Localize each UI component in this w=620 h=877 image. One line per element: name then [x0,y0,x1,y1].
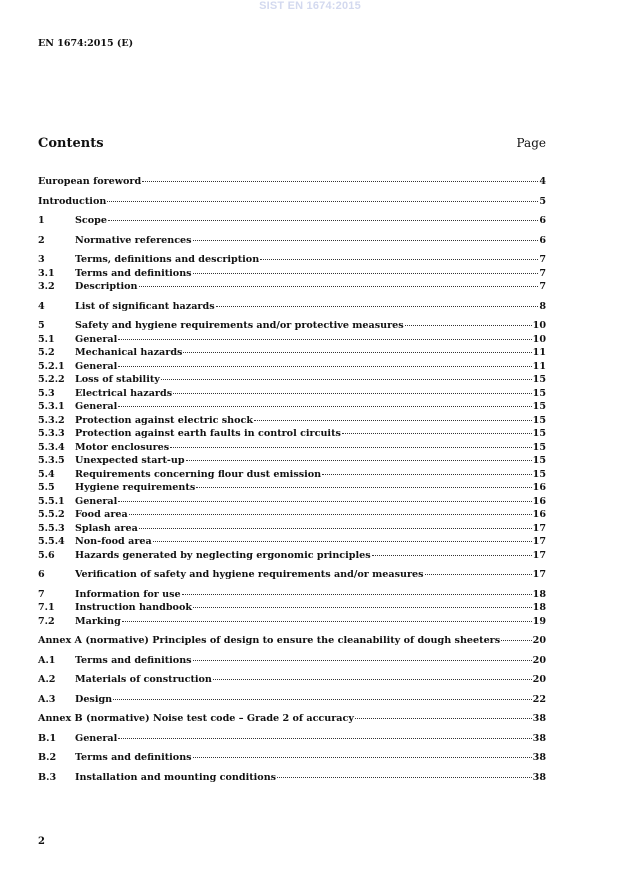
toc-entry[interactable] [38,509,546,523]
toc-entry[interactable] [38,733,546,747]
toc-entry[interactable] [38,215,546,229]
toc-entry-title: Installation and mounting conditions [75,771,277,783]
toc-entry-title: Loss of stability [75,374,160,385]
toc-entry-page: 4 [539,176,546,187]
toc-entry-title: Protection against electric shock [75,414,254,426]
toc-entry-number: 6 [38,569,45,580]
toc-entry-number: 5.5.1 [38,495,65,507]
toc-entry-page: 20 [532,635,546,646]
toc-entry-title: Requirements concerning flour dust emission [75,468,322,480]
toc-entry[interactable] [38,772,546,786]
toc-entry[interactable] [38,536,546,550]
toc-entry-title: Design [75,693,113,705]
watermark: SIST EN 1674:2015 [259,0,361,12]
toc-entry-title: Safety and hygiene requirements and/or protective measures [75,320,404,331]
toc-entry-page: 18 [532,588,546,600]
toc-entry-page: 7 [539,254,546,265]
toc-entry-title: Protection against earth faults in control circuits [75,428,341,439]
toc-entry-page: 10 [532,333,546,345]
toc-entry-number: 5.3.4 [38,441,65,453]
toc-entry[interactable] [38,602,546,616]
toc-entry[interactable] [38,523,546,537]
toc-entry-page: 15 [532,441,546,453]
toc-entry[interactable] [38,301,546,315]
toc-entry-number: A.1 [38,654,56,666]
toc-dot-leader [213,679,532,680]
toc-entry-page: 17 [532,569,546,580]
toc-entry-page: 22 [532,693,546,705]
toc-entry-number: 4 [38,300,45,312]
toc-dot-leader [186,460,532,461]
toc-entry-page: 15 [532,374,546,385]
toc-entry[interactable] [38,455,546,469]
toc-entry-number: 5.3.3 [38,428,65,439]
toc-dot-leader [355,718,532,719]
toc-dot-leader [170,447,531,448]
toc-entry-title: Normative references [75,234,192,246]
toc-entry-number: B.2 [38,752,57,763]
toc-entry-title: Instruction handbook [75,602,192,613]
toc-entry-title: Non-food area [75,536,152,547]
toc-dot-leader [107,201,538,202]
toc-entry[interactable] [38,361,546,375]
toc-entry-page: 6 [539,234,546,246]
toc-entry-page: 18 [532,602,546,613]
toc-entry-number: 7.2 [38,615,55,627]
toc-entry-page: 20 [532,654,546,666]
contents-title: Contents [38,136,104,151]
toc-entry-title: Terms and definitions [75,752,192,763]
toc-entry-number: 3.1 [38,267,55,279]
toc-entry-title: European foreword [38,176,142,187]
toc-entry-number: 5.4 [38,468,55,480]
toc-entry-page: 15 [532,387,546,399]
toc-dot-leader [216,306,539,307]
toc-dot-leader [277,777,532,778]
toc-dot-leader [153,541,532,542]
toc-entry[interactable] [38,752,546,766]
toc-entry[interactable] [38,320,546,334]
toc-entry-title: General [75,732,118,744]
page-number: 2 [38,836,45,847]
toc-entry-title: General [75,495,118,507]
toc-dot-leader [193,240,539,241]
toc-entry-page: 20 [532,674,546,685]
toc-dot-leader [122,621,532,622]
toc-entry-title: Hygiene requirements [75,482,196,493]
toc-entry[interactable] [38,428,546,442]
toc-entry-page: 15 [532,414,546,426]
toc-entry-page: 10 [532,320,546,331]
toc-entry-number: 3.2 [38,281,55,292]
toc-entry[interactable] [38,469,546,483]
toc-entry-number: 5.5.2 [38,509,65,520]
toc-dot-leader [118,339,531,340]
toc-entry-page: 38 [532,752,546,763]
toc-dot-leader [118,501,531,502]
toc-entry-number: A.2 [38,674,56,685]
toc-entry-number: 7 [38,588,45,600]
toc-entry-page: 15 [532,401,546,412]
toc-dot-leader [260,259,538,260]
toc-entry-page: 17 [532,522,546,534]
toc-dot-leader [118,366,531,367]
toc-dot-leader [193,607,532,608]
toc-dot-leader [108,220,538,221]
toc-entry-page: 38 [532,713,546,724]
toc-entry-number: 3 [38,254,45,265]
toc-entry-page: 6 [539,215,546,226]
toc-entry-page: 17 [532,549,546,561]
toc-dot-leader [173,393,532,394]
toc-entry-title: Annex B (normative) Noise test code – Grade 2 of accuracy [38,713,354,724]
document-id: EN 1674:2015 (E) [38,38,134,49]
toc-dot-leader [118,406,531,407]
toc-entry-title: Introduction [38,195,107,207]
toc-entry-title: Scope [75,215,107,226]
page-column-label: Page [516,136,546,150]
toc-entry-title: Annex A (normative) Principles of design to ensure the cleanability of dough sheeters [38,635,501,646]
toc-entry-title: Materials of construction [75,674,212,685]
toc-entry-number: 5.5.4 [38,536,65,547]
toc-dot-leader [193,273,539,274]
toc-dot-leader [183,352,531,353]
toc-entry[interactable] [38,334,546,348]
toc-entry-number: 5.2.2 [38,374,65,385]
toc-entry[interactable] [38,442,546,456]
toc-entry[interactable] [38,388,546,402]
toc-entry[interactable] [38,347,546,361]
toc-dot-leader [193,660,532,661]
toc-entry-number: 5.3.5 [38,455,65,466]
toc-dot-leader [405,325,532,326]
toc-entry-title: General [75,360,118,372]
toc-entry-number: B.1 [38,732,57,744]
toc-entry[interactable] [38,176,546,190]
toc-entry-number: A.3 [38,693,56,705]
toc-entry[interactable] [38,589,546,603]
toc-entry-number: 5.5 [38,482,55,493]
toc-dot-leader [182,594,532,595]
toc-entry-page: 11 [532,347,546,358]
toc-entry[interactable] [38,569,546,583]
toc-entry-page: 38 [532,771,546,783]
toc-entry-title: Electrical hazards [75,387,173,399]
toc-dot-leader [129,514,532,515]
toc-entry-title: Verification of safety and hygiene requirements and/or measures [75,569,424,580]
toc-entry-number: 5 [38,320,45,331]
toc-entry-number: 7.1 [38,602,55,613]
toc-entry-page: 19 [532,615,546,627]
toc-entry-page: 15 [532,455,546,466]
toc-entry-title: Food area [75,509,128,520]
toc-entry-number: 5.6 [38,549,55,561]
toc-entry-title: Hazards generated by neglecting ergonomic principles [75,549,371,561]
toc-entry[interactable] [38,655,546,669]
toc-entry[interactable] [38,482,546,496]
toc-entry-page: 38 [532,732,546,744]
toc-entry-number: 5.3 [38,387,55,399]
toc-entry-page: 16 [532,509,546,520]
toc-dot-leader [254,420,532,421]
toc-entry-page: 17 [532,536,546,547]
toc-entry[interactable] [38,415,546,429]
toc-entry-title: List of significant hazards [75,300,215,312]
toc-dot-leader [139,528,532,529]
toc-entry-title: Mechanical hazards [75,347,183,358]
toc-dot-leader [118,738,531,739]
toc-entry[interactable] [38,674,546,688]
toc-entry[interactable] [38,496,546,510]
toc-entry[interactable] [38,281,546,295]
toc-dot-leader [322,474,531,475]
toc-entry-number: 5.3.2 [38,414,65,426]
toc-entry[interactable] [38,196,546,210]
toc-entry-number: 1 [38,215,45,226]
toc-entry-number: 5.3.1 [38,401,65,412]
toc-entry[interactable] [38,268,546,282]
toc-entry-title: General [75,333,118,345]
toc-entry-title: Terms and definitions [75,267,192,279]
toc-entry-number: B.3 [38,771,57,783]
toc-entry-page: 11 [532,360,546,372]
toc-entry-number: 5.2 [38,347,55,358]
toc-entry-page: 5 [539,195,546,207]
toc-entry-number: 5.1 [38,333,55,345]
toc-entry[interactable] [38,254,546,268]
toc-entry-title: Marking [75,615,121,627]
toc-entry[interactable] [38,401,546,415]
toc-entry-page: 7 [539,267,546,279]
table-of-contents [38,176,546,785]
toc-dot-leader [113,699,531,700]
toc-entry-page: 16 [532,495,546,507]
toc-dot-leader [425,574,532,575]
toc-dot-leader [342,433,532,434]
toc-dot-leader [193,757,532,758]
toc-entry-title: Description [75,281,138,292]
toc-entry-page: 7 [539,281,546,292]
toc-entry-title: Information for use [75,588,181,600]
toc-entry[interactable] [38,374,546,388]
toc-entry-title: General [75,401,118,412]
toc-entry[interactable] [38,635,546,649]
toc-entry-number: 5.2.1 [38,360,65,372]
toc-entry-page: 8 [539,300,546,312]
toc-entry-title: Terms and definitions [75,654,192,666]
toc-dot-leader [142,181,538,182]
contents-header [38,136,546,151]
toc-entry-number: 2 [38,234,45,246]
toc-entry[interactable] [38,235,546,249]
toc-entry-number: 5.5.3 [38,522,65,534]
toc-dot-leader [161,379,532,380]
toc-entry-title: Unexpected start-up [75,455,185,466]
toc-dot-leader [372,555,532,556]
toc-dot-leader [501,640,532,641]
toc-entry[interactable] [38,694,546,708]
toc-dot-leader [196,487,531,488]
toc-dot-leader [139,286,539,287]
toc-entry-title: Terms, definitions and description [75,254,260,265]
toc-entry[interactable] [38,616,546,630]
toc-entry-title: Motor enclosures [75,441,170,453]
toc-entry-page: 15 [532,468,546,480]
toc-entry[interactable] [38,713,546,727]
toc-entry[interactable] [38,550,546,564]
toc-entry-title: Splash area [75,522,138,534]
toc-entry-page: 16 [532,482,546,493]
toc-entry-page: 15 [532,428,546,439]
